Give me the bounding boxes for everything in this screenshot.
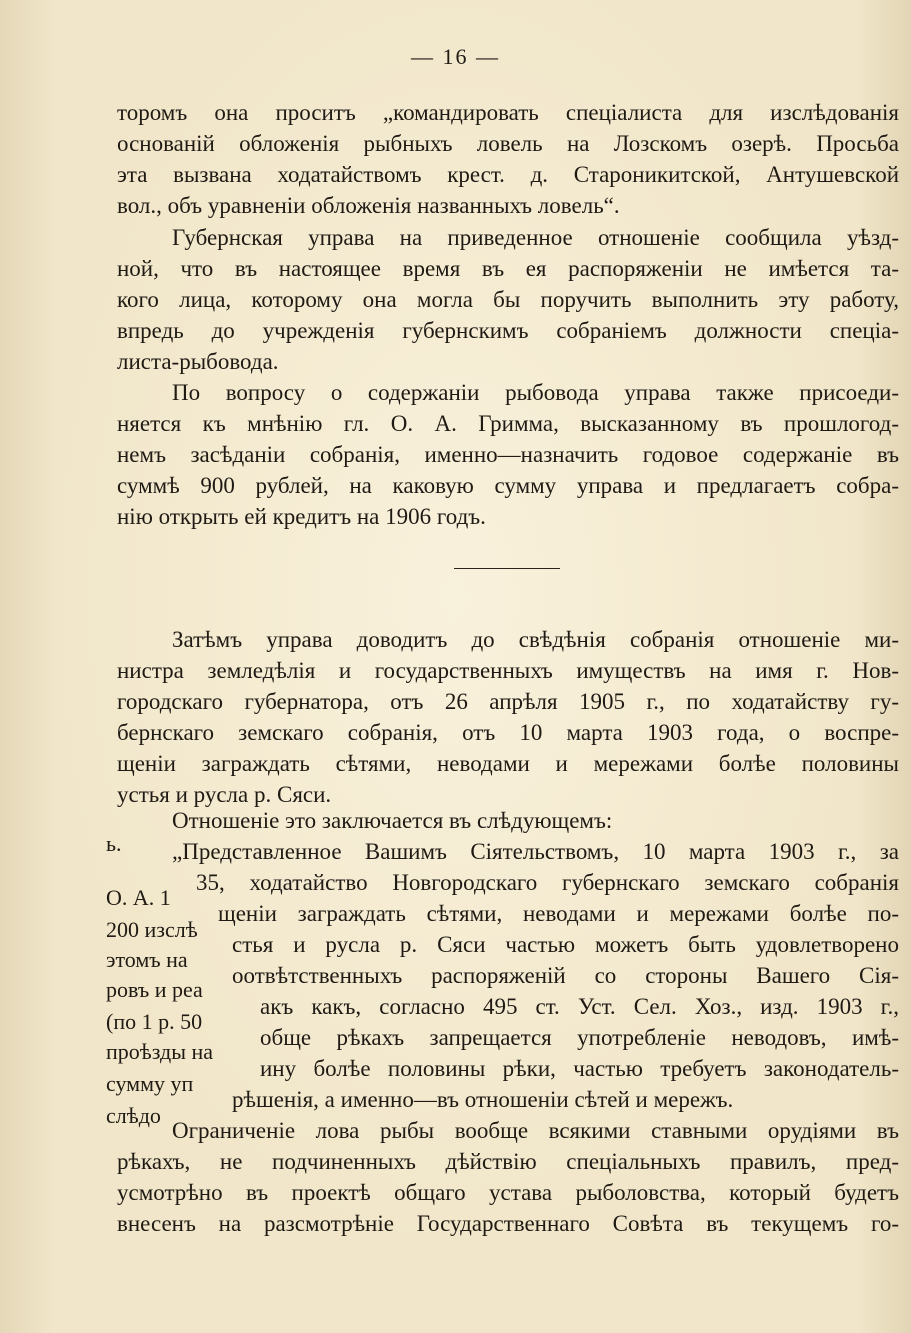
text-line: няется къ мнѣнію гл. О. А. Гримма, высказанному въ прошлогод-: [117, 411, 899, 436]
text-line: „Представленное Вашимъ Сіятельствомъ, 10 марта 1903 г., за: [172, 839, 899, 864]
text-line: акъ какъ, согласно 495 ст. Уст. Сел. Хоз., изд. 1903 г.,: [260, 994, 899, 1019]
margin-note: проѣзды на: [106, 1039, 214, 1064]
margin-note: слѣдо: [106, 1103, 161, 1128]
margin-note: 200 изслѣ: [106, 917, 198, 942]
text-line: обще рѣкахъ запрещается употребленіе неводовъ, имѣ-: [260, 1025, 899, 1050]
text-line: Губернская управа на приведенное отношеніе сообщила уѣзд-: [172, 225, 899, 250]
text-line: усмотрѣно въ проектѣ общаго устава рыболовства, который будетъ: [117, 1180, 899, 1205]
text-line: Отношеніе это заключается въ слѣдующемъ:: [172, 808, 613, 833]
text-line: вол., объ уравненіи обложенія названныхъ ловель“.: [117, 193, 620, 218]
text-line: нію открыть ей кредитъ на 1906 годъ.: [117, 504, 486, 529]
margin-note: ровъ и реа: [106, 977, 203, 1002]
margin-note: (по 1 р. 50: [106, 1009, 203, 1034]
margin-note: этомъ на: [106, 947, 188, 972]
text-line: бернскаго земскаго собранія, отъ 10 марта 1903 года, о воспре-: [117, 720, 899, 745]
text-line: кого лица, которому она могла бы поручить выполнить эту работу,: [117, 287, 899, 312]
text-line: листа-рыбовода.: [117, 349, 279, 374]
text-line: немъ засѣданіи собранія, именно—назначить годовое содержаніе въ: [117, 442, 899, 467]
text-line: эта вызвана ходатайствомъ крест. д. Староникитской, Антушевской: [117, 162, 899, 187]
text-line: щеніи заграждать сѣтями, неводами и мережами болѣе по-: [218, 901, 899, 926]
text-line: основаній обложенія рыбныхъ ловель на Лозскомъ озерѣ. Просьба: [117, 131, 899, 156]
margin-note: О. А. 1: [106, 885, 171, 910]
text-line: 35, ходатайство Новгородскаго губернскаго земскаго собранія: [196, 870, 899, 895]
text-line: городскаго губернатора, отъ 26 апрѣля 1905 г., по ходатайству гу-: [117, 689, 899, 714]
text-line: стья и русла р. Сяси частью можетъ быть удовлетворено: [232, 932, 899, 957]
margin-note: сумму уп: [106, 1071, 194, 1096]
text-line: нистра земледѣлія и государственныхъ имуществъ на имя г. Нов-: [117, 658, 899, 683]
text-line: рѣкахъ, не подчиненныхъ дѣйствію спеціальныхъ правилъ, пред-: [117, 1149, 899, 1174]
text-line: рѣшенія, а именно—въ отношеніи сѣтей и мережъ.: [232, 1087, 734, 1112]
text-line: устья и русла р. Сяси.: [117, 782, 332, 807]
text-line: щеніи заграждать сѣтями, неводами и мережами болѣе половины: [117, 751, 899, 776]
text-line: Ограниченіе лова рыбы вообще всякими ставными орудіями въ: [172, 1118, 899, 1143]
text-line: ину болѣе половины рѣки, частью требуетъ законодатель-: [260, 1056, 899, 1081]
text-line: торомъ она проситъ „командировать спеціалиста для изслѣдованія: [117, 100, 899, 125]
text-line: оотвѣтственныхъ распоряженій со стороны Вашего Сія-: [232, 963, 899, 988]
text-line: Затѣмъ управа доводитъ до свѣдѣнія собранія отношеніе ми-: [172, 627, 899, 652]
text-line: внесенъ на разсмотрѣніе Государственнаго Совѣта въ текущемъ го-: [117, 1211, 899, 1236]
text-line: суммѣ 900 рублей, на каковую сумму управа и предлагаетъ собра-: [117, 473, 899, 498]
text-line: По вопросу о содержаніи рыбовода управа также присоеди-: [172, 380, 899, 405]
page-number: — 16 —: [411, 44, 500, 69]
text-line: ной, что въ настоящее время въ ея распоряженіи не имѣется та-: [117, 256, 899, 281]
text-line: впредь до учрежденія губернскимъ собраніемъ должности спеціа-: [117, 318, 899, 343]
margin-note: ь.: [106, 831, 122, 856]
section-divider: [454, 568, 560, 569]
